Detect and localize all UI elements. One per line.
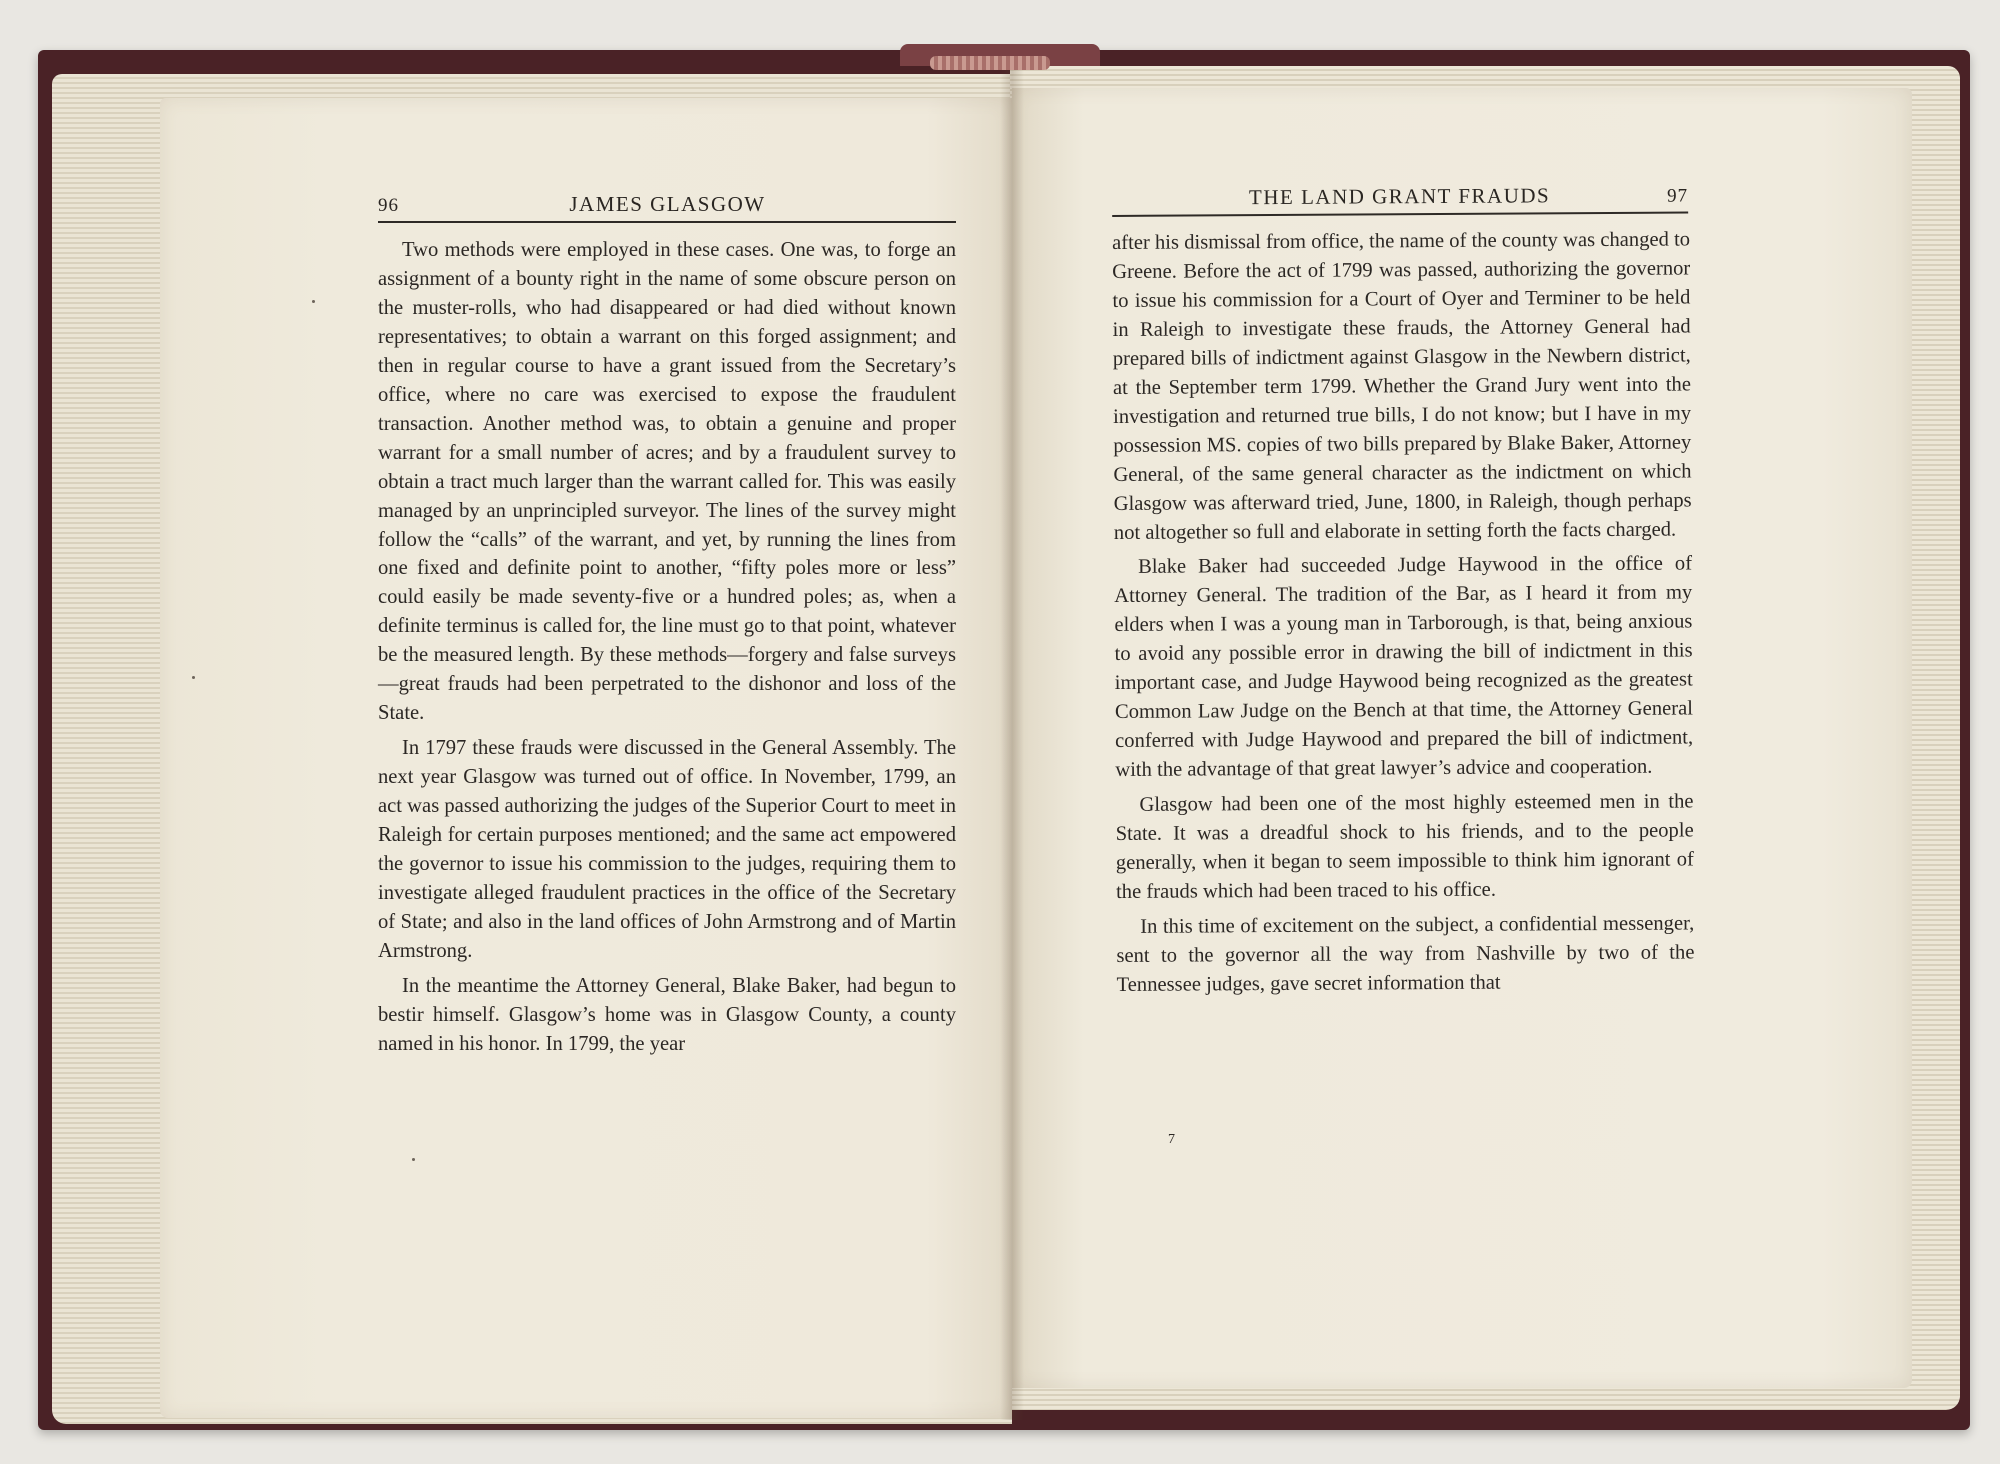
right-page-number: 97 xyxy=(1667,185,1689,207)
left-running-header xyxy=(378,192,956,223)
left-running-head: JAMES GLASGOW xyxy=(569,192,766,216)
paper-speck xyxy=(412,1158,415,1161)
headband xyxy=(930,56,1050,70)
paragraph: Blake Baker had succeeded Judge Haywood in the office of Attorney General. The tradition of the Bar, as I heard it from my elders when I was a young man in Tarborough, is that, being anxious to avoid any possible error in drawing the bill of indictment in this important case, and Judge Haywood being recognized as the greatest Common Law Judge on the Bench at that time, the Attorney General conferred with Judge Haywood and prepared the bill of indictment, with the advantage of that great lawyer’s advice and cooperation. xyxy=(1114,552,1694,782)
paragraph: after his dismissal from office, the name of the county was changed to Greene. Before the act of 1799 was passed, authorizing the governor to issue his commission for a Court of Oyer and Terminer to be held in Raleigh to investigate these frauds, the Attorney General had prepared bills of indictment against Glasgow in the Newbern district, at the September term 1799. Whether the Grand Jury went into the investigation and returned true bills, I do not know; but I have in my possession MS. copies of two bills prepared by Blake Baker, Attorney General, of the same general character as the indictment on which Glasgow was afterward tried, June, 1800, in Raleigh, though perhaps not altogether so full and elaborate in setting forth the facts charged. xyxy=(1112,228,1692,544)
signature-mark: 7 xyxy=(1168,1132,1175,1147)
paragraph: Glasgow had been one of the most highly esteemed men in the State. It was a dreadful shock to his friends, and to the people generally, when it began to seem impossible to think him ignorant of the frauds which had been traced to his office. xyxy=(1115,790,1694,903)
right-page-text xyxy=(1112,225,1695,1005)
paragraph: In this time of excitement on the subject, a confidential messenger, sent to the governor all the way from Nashville by two of the Tennessee judges, gave secret information that xyxy=(1116,912,1695,996)
book-gutter xyxy=(1000,70,1024,1420)
paragraph: In the meantime the Attorney General, Blake Baker, had begun to bestir himself. Glasgow’s home was in Glasgow County, a county named in his honor. In 1799, the year xyxy=(378,974,956,1055)
paragraph: Two methods were employed in these cases. One was, to forge an assignment of a bounty right in the name of some obscure person on the muster-rolls, who had disappeared or had died without known representatives; to obtain a warrant on this forged assignment; and then in regular course to have a grant issued from the Secretary’s office, where no care was exercised to expose the fraudulent transaction. Another method was, to obtain a genuine and proper warrant for a small number of acres; and by a fraudulent survey to obtain a tract much larger than the warrant called for. This was easily managed by an unprincipled surveyor. The lines of the survey might follow the “calls” of the warrant, and yet, by running the lines from one fixed and definite point to another, “fifty poles more or less” could easily be made seventy-five or a hundred poles; as, when a definite terminus is called for, the line must go to that point, whatever be the measured length. By these methods—forgery and false surveys—great frauds had been perpetrated to the dishonor and loss of the State. xyxy=(378,239,956,725)
paragraph: In 1797 these frauds were discussed in the General Assembly. The next year Glasgow was turned out of office. In November, 1799, an act was passed authorizing the judges of the Superior Court to meet in Raleigh for certain purposes mentioned; and the same act empowered the governor to issue his commission to the judges, requiring them to investigate alleged fraudulent practices in the office of the Secretary of State; and also in the land offices of John Armstrong and of Martin Armstrong. xyxy=(378,737,956,962)
right-running-head: THE LAND GRANT FRAUDS xyxy=(1248,183,1551,210)
paper-speck xyxy=(192,676,195,679)
paper-speck xyxy=(312,300,315,303)
left-page-text xyxy=(378,236,956,1065)
left-page-number: 96 xyxy=(378,195,399,216)
right-running-header xyxy=(1112,182,1688,217)
